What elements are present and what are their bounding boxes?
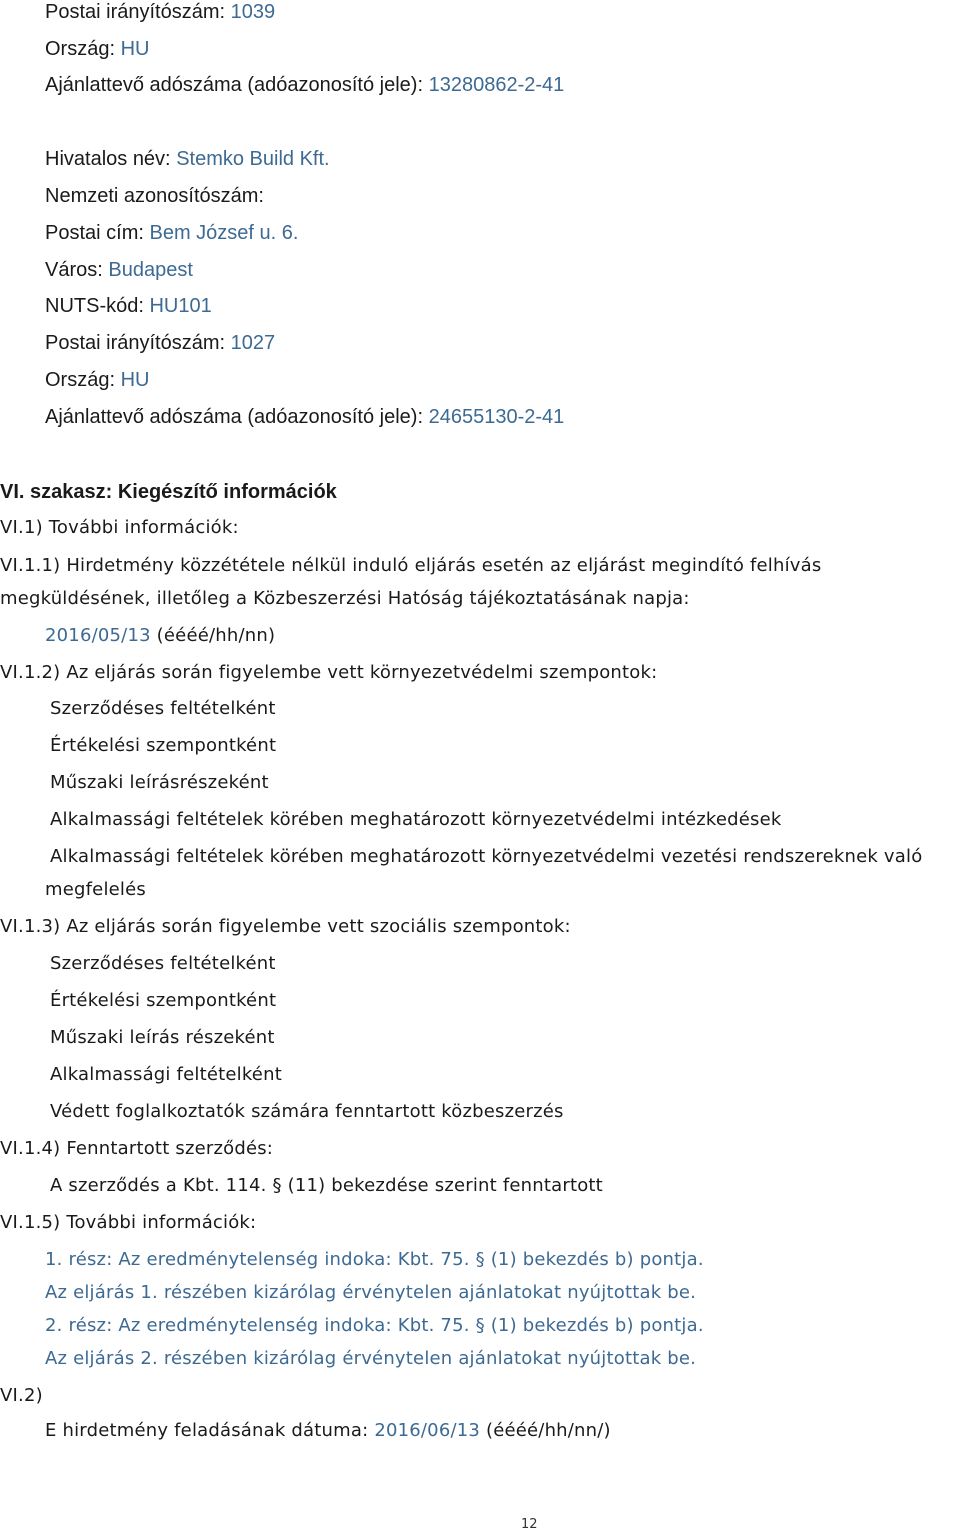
section-vi-title: VI. szakasz: Kiegészítő információk (0, 481, 337, 503)
city-row (45, 260, 193, 280)
vi11-line1: VI.1.1) Hirdetmény közzététele nélkül induló eljárás esetén az eljárást megindító felhívás (0, 555, 822, 576)
vi13-item: Alkalmassági feltételként (50, 1064, 282, 1085)
vi14-value: A szerződés a Kbt. 114. § (11) bekezdése szerint fenntartott (50, 1175, 603, 1196)
bidder-country-label: Ország: (45, 369, 116, 391)
official-name-value: Stemko Build Kft. (176, 148, 330, 170)
nuts-value: HU101 (149, 295, 212, 317)
dispatch-date: 2016/06/13 (374, 1420, 481, 1441)
city-label: Város: (45, 259, 103, 281)
bidder-country-row (45, 370, 149, 390)
zip-row (45, 2, 275, 22)
nuts-row (45, 296, 212, 316)
taxid-value: 13280862-2-41 (428, 74, 565, 96)
bidder-taxid-row (45, 407, 564, 427)
vi11-date: 2016/05/13 (45, 625, 151, 646)
dispatch-format: (éééé/hh/nn/) (485, 1420, 611, 1441)
vi11-line2: megküldésének, illetőleg a Közbeszerzési Hatóság tájékoztatásának napja: (0, 588, 690, 609)
vi12-item: megfelelés (45, 879, 146, 900)
bidder-country-value: HU (120, 369, 150, 391)
page-number: 12 (521, 1517, 538, 1532)
vi12-item: Műszaki leírásrészeként (50, 772, 269, 793)
vi12-item: Alkalmassági feltételek körében meghatározott környezetvédelmi intézkedések (50, 809, 782, 830)
country-label: Ország: (45, 38, 116, 60)
zip-label: Postai irányítószám: (45, 1, 226, 23)
vi11-date-row (45, 627, 275, 645)
bidder-taxid-value: 24655130-2-41 (428, 406, 565, 428)
vi15-line: 1. rész: Az eredménytelenség indoka: Kbt. 75. § (1) bekezdés b) pontja. (45, 1249, 704, 1270)
national-id-row (45, 186, 264, 206)
vi14-heading: VI.1.4) Fenntartott szerződés: (0, 1138, 274, 1159)
vi13-item: Szerződéses feltételként (50, 953, 276, 974)
vi12-heading: VI.1.2) Az eljárás során figyelembe vett környezetvédelmi szempontok: (0, 662, 658, 683)
dispatch-label: E hirdetmény feladásának dátuma: (45, 1420, 369, 1441)
country-value: HU (120, 38, 150, 60)
national-id-label: Nemzeti azonosítószám: (45, 185, 264, 207)
official-name-row (45, 149, 330, 169)
zip-value: 1039 (230, 1, 276, 23)
country-row (45, 39, 149, 59)
postal-address-row (45, 223, 298, 243)
vi15-line: Az eljárás 2. részében kizárólag érvénytelen ajánlatokat nyújtottak be. (45, 1348, 697, 1369)
vi15-line: Az eljárás 1. részében kizárólag érvénytelen ajánlatokat nyújtottak be. (45, 1282, 697, 1303)
official-name-label: Hivatalos név: (45, 148, 171, 170)
bidder-zip-row (45, 333, 275, 353)
vi13-item: Értékelési szempontként (50, 990, 277, 1011)
nuts-label: NUTS-kód: (45, 295, 144, 317)
city-value: Budapest (108, 259, 193, 281)
vi15-line: 2. rész: Az eredménytelenség indoka: Kbt. 75. § (1) bekezdés b) pontja. (45, 1315, 704, 1336)
vi2-heading: VI.2) (0, 1385, 43, 1406)
vi13-heading: VI.1.3) Az eljárás során figyelembe vett szociális szempontok: (0, 916, 571, 937)
bidder-taxid-label: Ajánlattevő adószáma (adóazonosító jele): (45, 406, 424, 428)
vi12-item: Értékelési szempontként (50, 735, 277, 756)
vi12-item: Szerződéses feltételként (50, 698, 276, 719)
vi13-item: Védett foglalkoztatók számára fenntartott közbeszerzés (50, 1101, 564, 1122)
taxid-row (45, 75, 564, 95)
taxid-label: Ajánlattevő adószáma (adóazonosító jele): (45, 74, 424, 96)
vi13-item: Műszaki leírás részeként (50, 1027, 275, 1048)
dispatch-date-row (45, 1422, 611, 1440)
bidder-zip-label: Postai irányítószám: (45, 332, 226, 354)
bidder-zip-value: 1027 (230, 332, 276, 354)
postal-address-label: Postai cím: (45, 222, 144, 244)
vi12-item: Alkalmassági feltételek körében meghatározott környezetvédelmi vezetési rendszereknek való (50, 846, 923, 867)
postal-address-value: Bem József u. 6. (149, 222, 299, 244)
vi15-heading: VI.1.5) További információk: (0, 1212, 257, 1233)
vi1-heading: VI.1) További információk: (0, 517, 239, 538)
vi11-format: (éééé/hh/nn) (156, 625, 276, 646)
